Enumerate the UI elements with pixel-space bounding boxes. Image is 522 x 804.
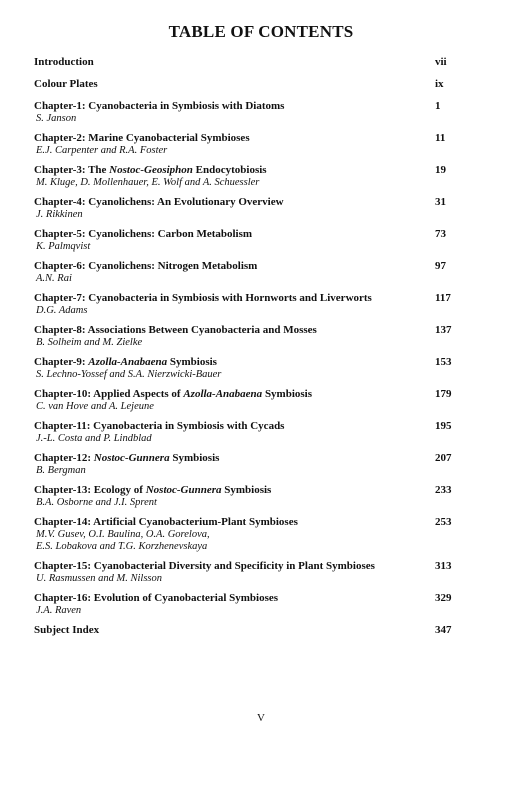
toc-entry-title [34, 164, 454, 177]
toc-entry-page: 153 [435, 356, 452, 368]
toc-entry [34, 100, 454, 125]
toc-entry-title [34, 228, 454, 241]
toc-entry-authors: B. Solheim and M. Zielke [36, 337, 143, 348]
toc-entry-page: 11 [435, 132, 446, 144]
toc-entry [34, 164, 454, 189]
toc-entry-title-part: Endocytobiosis [192, 164, 267, 176]
toc-entry [34, 420, 454, 445]
toc-entry-page: 207 [435, 452, 452, 464]
toc-entry-authors: J.-L. Costa and P. Lindblad [36, 433, 152, 444]
toc-entry-page: 347 [435, 624, 452, 636]
toc-entry-authors: S. Janson [36, 113, 77, 124]
toc-entry-title-part: Chapter-7: Cyanobacteria in Symbiosis with Hornworts and Liverworts [34, 292, 372, 304]
toc-entry-page: 179 [435, 388, 452, 400]
toc-entry-title-part: Colour Plates [34, 78, 98, 90]
toc-entry-page: 117 [435, 292, 451, 304]
toc-entry-authors: A.N. Rai [36, 273, 72, 284]
toc-entry-title [34, 388, 454, 401]
toc-entry-authors: D.G. Adams [36, 305, 88, 316]
toc-entry [34, 592, 454, 617]
toc-entry-title [34, 196, 454, 209]
toc-entry-title [34, 452, 454, 465]
toc-entry-title-part: Nostoc-Gunnera [145, 484, 222, 496]
toc-entry-title-part: Chapter-4: Cyanolichens: An Evolutionary Overview [34, 196, 284, 208]
toc-entry-page: 329 [435, 592, 452, 604]
toc-entry [34, 624, 454, 637]
toc-entry [34, 516, 454, 553]
toc-entry [34, 356, 454, 381]
toc-entry [34, 56, 454, 69]
toc-entry-title-part: Introduction [34, 56, 94, 68]
toc-entry-title [34, 516, 454, 529]
toc-entry-title-part: Chapter-3: The [34, 164, 110, 176]
toc-entry-authors: M. Kluge, D. Mollenhauer, E. Wolf and A. Schuessler [36, 177, 260, 188]
toc-entry-title [34, 292, 454, 305]
toc-entry [34, 560, 454, 585]
toc-entry-title-part: Chapter-1: Cyanobacteria in Symbiosis with Diatoms [34, 100, 285, 112]
toc-entry-page: 1 [435, 100, 441, 112]
toc-entry-title-part: Symbiosis [167, 356, 217, 368]
toc-entry-title [34, 484, 454, 497]
toc-entry-page: 253 [435, 516, 452, 528]
toc-entry-authors: B. Bergman [36, 465, 86, 476]
toc-entry-title [34, 78, 454, 91]
toc-entry-title-part: Nostoc-Gunnera [93, 452, 170, 464]
toc-entry-authors: S. Lechno-Yossef and S.A. Nierzwicki-Bauer [36, 369, 222, 380]
toc-entry-title-part: Chapter-16: Evolution of Cyanobacterial Symbioses [34, 592, 279, 604]
toc-entry-title-part: Chapter-10: Applied Aspects of [34, 388, 184, 400]
toc-entry-page: 97 [435, 260, 446, 272]
toc-entry-authors: C. van Hove and A. Lejeune [36, 401, 154, 412]
toc-entry-title-part: Symbiosis [169, 452, 220, 464]
toc-entry [34, 196, 454, 221]
toc-entry-title [34, 324, 454, 337]
toc-entry [34, 388, 454, 413]
toc-entry-page: 313 [435, 560, 452, 572]
toc-entry-title-part: Symbiosis [262, 388, 313, 400]
toc-entry-page: 73 [435, 228, 446, 240]
toc-entry-title-part: Chapter-15: Cyanobacterial Diversity and Specificity in Plant Symbioses [34, 560, 375, 572]
toc-entry [34, 78, 454, 91]
toc-entry-title [34, 56, 454, 69]
toc-entry-authors: U. Rasmussen and M. Nilsson [36, 573, 163, 584]
toc-entry-page: 19 [435, 164, 446, 176]
page-number: V [257, 712, 265, 724]
toc-entry-title-part: Chapter-6: Cyanolichens: Nitrogen Metabolism [34, 260, 258, 272]
toc-entry [34, 484, 454, 509]
toc-entry-title-part: Azolla-Anabaena [88, 356, 168, 368]
toc-entry-title-part: Azolla-Anabaena [183, 388, 263, 400]
toc-entry-title-part: Chapter-14: Artificial Cyanobacterium-Plant Symbioses [34, 516, 298, 528]
toc-entry-page: 137 [435, 324, 452, 336]
toc-entry-title-part: Chapter-12: [34, 452, 94, 464]
toc-entry-title-part: Chapter-5: Cyanolichens: Carbon Metabolism [34, 228, 253, 240]
toc-entry [34, 324, 454, 349]
toc-entry-authors: J.A. Raven [36, 605, 82, 616]
toc-entry-title [34, 592, 454, 605]
toc-entry [34, 452, 454, 477]
toc-entry-authors: J. Rikkinen [36, 209, 83, 220]
toc-entry-title-part: Chapter-11: Cyanobacteria in Symbiosis with Cycads [34, 420, 285, 432]
toc-entry-title [34, 560, 454, 573]
toc-entry-page: vii [435, 56, 447, 68]
toc-entry-title-part: Chapter-9: [34, 356, 89, 368]
toc-entry-title [34, 132, 454, 145]
toc-entry-title-part: Symbiosis [221, 484, 272, 496]
toc-entry-title [34, 260, 454, 273]
page-title: TABLE OF CONTENTS [168, 22, 354, 41]
toc-entry-title-part: Chapter-8: Associations Between Cyanobacteria and Mosses [34, 324, 317, 336]
toc-entry [34, 228, 454, 253]
toc-entry [34, 132, 454, 157]
table-of-contents [34, 56, 454, 637]
toc-entry-authors: K. Palmqvist [36, 241, 91, 252]
toc-entry-authors: E.J. Carpenter and R.A. Foster [36, 145, 168, 156]
toc-entry-authors: M.V. Gusev, O.I. Baulina, O.A. Gorelova, [36, 529, 210, 540]
toc-entry-page: 31 [435, 196, 446, 208]
toc-entry-title-part: Nostoc-Geosiphon [109, 164, 193, 176]
toc-entry-authors: E.S. Lobakova and T.G. Korzhenevskaya [36, 541, 208, 552]
toc-entry-title [34, 100, 454, 113]
toc-entry-title [34, 624, 454, 637]
toc-entry-title-part: Chapter-2: Marine Cyanobacterial Symbioses [34, 132, 250, 144]
toc-entry-page: ix [435, 78, 444, 90]
toc-entry [34, 260, 454, 285]
toc-entry-page: 195 [435, 420, 452, 432]
toc-entry-title-part: Subject Index [34, 624, 100, 636]
toc-entry-title [34, 420, 454, 433]
toc-entry-page: 233 [435, 484, 452, 496]
toc-entry [34, 292, 454, 317]
toc-entry-title-part: Chapter-13: Ecology of [34, 484, 146, 496]
toc-entry-title [34, 356, 454, 369]
toc-entry-authors: B.A. Osborne and J.I. Sprent [36, 497, 157, 508]
